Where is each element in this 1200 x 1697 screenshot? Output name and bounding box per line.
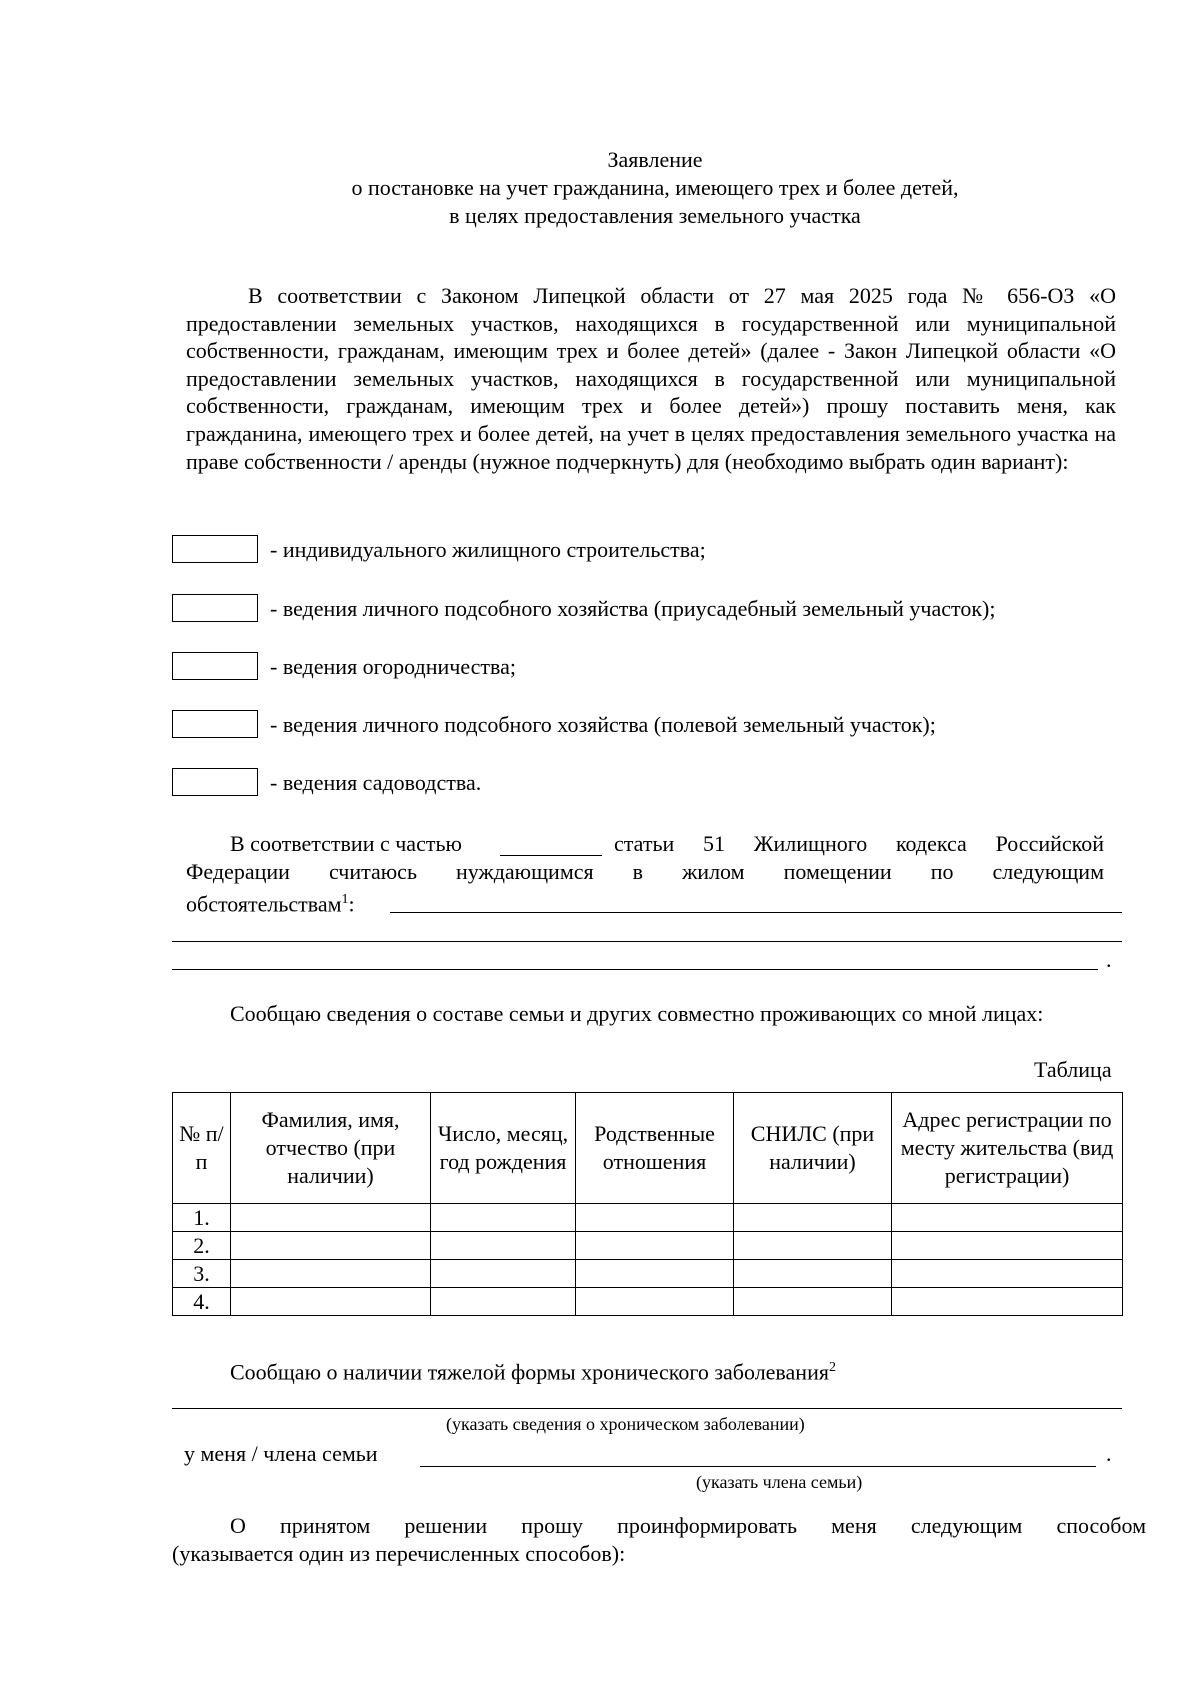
row-number: 4.	[173, 1288, 231, 1316]
cell-snils[interactable]	[734, 1260, 892, 1288]
table-row	[173, 1232, 1123, 1260]
circumstances-field-line-3[interactable]	[172, 969, 1098, 970]
option-checkbox[interactable]	[172, 535, 258, 563]
inform-text-line-2: (указывается один из перечисленных способов):	[172, 1541, 626, 1566]
circumstances-label: обстоятельствам	[186, 891, 342, 917]
disease-label: Сообщаю о наличии тяжелой формы хронического заболевания	[230, 1359, 829, 1385]
disease-text	[230, 1354, 836, 1386]
family-member-hint: (указать члена семьи)	[696, 1472, 863, 1492]
col-header-snils: СНИЛС (при наличии)	[734, 1093, 892, 1204]
family-member-field[interactable]	[420, 1466, 1096, 1467]
option-label: - ведения садоводства.	[270, 770, 482, 795]
family-table	[172, 1092, 1123, 1316]
circumstances-field-line-1[interactable]	[390, 912, 1122, 913]
cell-snils[interactable]	[734, 1288, 892, 1316]
row-number: 3.	[173, 1260, 231, 1288]
cell-address[interactable]	[892, 1260, 1123, 1288]
cell-relationship[interactable]	[576, 1260, 734, 1288]
cell-full-name[interactable]	[231, 1288, 431, 1316]
inform-text-line-1: О принятом решении прошу проинформировать меня следующим способом	[230, 1513, 1146, 1538]
housing-text-a: В соответствии с частью	[230, 831, 462, 856]
cell-relationship[interactable]	[576, 1288, 734, 1316]
cell-snils[interactable]	[734, 1204, 892, 1232]
cell-birth-date[interactable]	[431, 1232, 576, 1260]
col-header-relationship: Родственные отношения	[576, 1093, 734, 1204]
doc-title: Заявление	[607, 147, 703, 172]
housing-text-line-3	[186, 886, 355, 918]
row-number: 1.	[173, 1204, 231, 1232]
article-part-field[interactable]	[500, 855, 602, 856]
cell-birth-date[interactable]	[431, 1288, 576, 1316]
cell-birth-date[interactable]	[431, 1260, 576, 1288]
doc-subtitle-line-2: в целях предоставления земельного участка	[449, 203, 861, 228]
cell-relationship[interactable]	[576, 1204, 734, 1232]
cell-full-name[interactable]	[231, 1260, 431, 1288]
col-header-address: Адрес регистрации по месту жительства (вид регистрации)	[892, 1093, 1123, 1204]
member-end-dot: .	[1106, 1441, 1112, 1466]
family-member-label: у меня / члена семьи	[184, 1441, 378, 1466]
option-label: - ведения личного подсобного хозяйства (приусадебный земельный участок);	[270, 596, 996, 621]
disease-hint: (указать сведения о хроническом заболевании)	[446, 1414, 805, 1434]
col-header-full-name: Фамилия, имя, отчество (при наличии)	[231, 1093, 431, 1204]
cell-address[interactable]	[892, 1204, 1123, 1232]
table-row	[173, 1288, 1123, 1316]
housing-text-line-2: Федерации считаюсь нуждающимся в жилом помещении по следующим	[186, 859, 1104, 884]
cell-birth-date[interactable]	[431, 1204, 576, 1232]
table-row	[173, 1204, 1123, 1232]
option-label: - ведения огородничества;	[270, 654, 516, 679]
option-checkbox[interactable]	[172, 652, 258, 680]
footnote-marker-1: 1	[341, 892, 349, 907]
col-header-number: № п/п	[173, 1093, 231, 1204]
cell-full-name[interactable]	[231, 1204, 431, 1232]
table-row	[173, 1260, 1123, 1288]
circumstances-field-line-2[interactable]	[172, 941, 1122, 942]
doc-subtitle-line-1: о постановке на учет гражданина, имеющего трех и более детей,	[351, 175, 959, 200]
cell-full-name[interactable]	[231, 1232, 431, 1260]
table-header-row	[173, 1093, 1123, 1204]
option-label: - индивидуального жилищного строительства;	[270, 537, 706, 562]
intro-paragraph: В соответствии с Законом Липецкой области от 27 мая 2025 года № 656-ОЗ «О предоставлении земельных участков, находящихся в государственной или муниципальной собственности, гражданам, имеющим трех и более детей» (далее - Закон Липецкой области «О предоставлении земельных участков, находящихся в государственной или муниципальной собственности, гражданам, имеющим трех и более детей») прошу поставить меня, как гражданина, имеющего трех и более детей, на учет в целях предоставления земельного участка на праве собственности / аренды (нужное подчеркнуть) для (необходимо выбрать один вариант):	[186, 283, 1116, 474]
option-label: - ведения личного подсобного хозяйства (полевой земельный участок);	[270, 712, 936, 737]
cell-address[interactable]	[892, 1232, 1123, 1260]
colon: :	[348, 891, 355, 917]
cell-address[interactable]	[892, 1288, 1123, 1316]
option-checkbox[interactable]	[172, 710, 258, 738]
family-intro: Сообщаю сведения о составе семьи и других совместно проживающих со мной лицах:	[230, 1001, 1044, 1026]
footnote-marker-2: 2	[828, 1360, 836, 1375]
cell-relationship[interactable]	[576, 1232, 734, 1260]
cell-snils[interactable]	[734, 1232, 892, 1260]
option-checkbox[interactable]	[172, 768, 258, 796]
circumstances-end-dot: .	[1106, 947, 1112, 972]
disease-field[interactable]	[172, 1408, 1122, 1409]
row-number: 2.	[173, 1232, 231, 1260]
table-caption: Таблица	[1034, 1057, 1112, 1082]
col-header-birth-date: Число, месяц, год рождения	[431, 1093, 576, 1204]
option-checkbox[interactable]	[172, 594, 258, 622]
housing-text-b: статьи 51 Жилищного кодекса Российской	[614, 831, 1104, 856]
